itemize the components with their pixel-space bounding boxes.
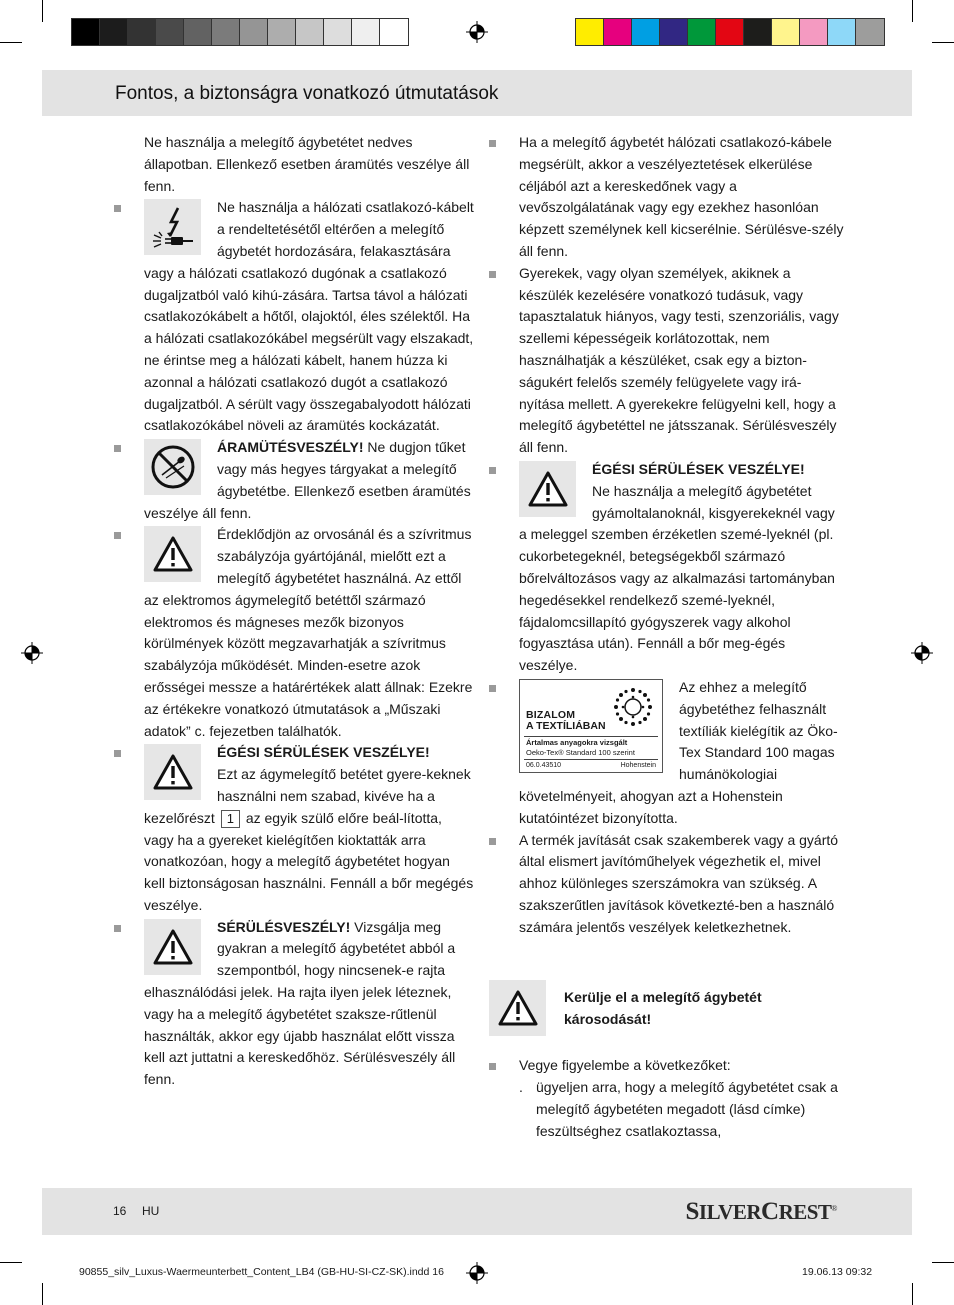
crop-mark — [0, 1262, 22, 1263]
bullet-icon — [489, 467, 496, 474]
list-item — [489, 677, 845, 830]
silvercrest-logo: SILVERCREST® — [685, 1198, 837, 1225]
crop-mark — [42, 0, 43, 22]
label-line: A TEXTÍLIÁBAN — [526, 719, 606, 732]
header-band — [42, 70, 912, 116]
item-title: ÉGÉSI SÉRÜLÉSEK VESZÉLYE! — [217, 744, 430, 761]
bullet-icon — [114, 532, 121, 539]
crop-mark — [0, 42, 22, 43]
label-line: BIZALOM — [526, 708, 576, 721]
calibration-swatch — [128, 19, 156, 45]
calibration-swatch — [744, 19, 772, 45]
calibration-swatch — [240, 19, 268, 45]
item-text: A termék javítását csak szakemberek vagy a gyártó által elismert javítóműhelyek végezhetik el, mivel ahhoz különleges szerszámokra van szükség. A szakszerűtlen javítások következté-ben a használó számára jelentős veszélyek keletkezhetnek. — [519, 831, 839, 935]
calibration-swatch — [856, 19, 884, 45]
crop-mark — [912, 0, 913, 22]
warning-triangle-icon — [489, 980, 546, 1036]
sub-item-text: ügyeljen arra, hogy a melegítő ágybetétet csak a melegítő ágybetéten megadott (lásd címke) feszültséghez csatlakoztassa, — [536, 1079, 838, 1139]
calibration-swatch — [352, 19, 380, 45]
intro-text: Ne használja a melegítő ágybetétet nedves állapotban. Ellenkező esetben áramütés veszélye áll fenn. — [144, 134, 470, 194]
bullet-icon — [489, 140, 496, 147]
list-item — [114, 132, 474, 197]
item-title: SÉRÜLÉSVESZÉLY! — [217, 918, 351, 935]
crop-mark — [932, 42, 954, 43]
registration-mark-icon — [466, 1262, 488, 1284]
no-needles-icon — [144, 439, 201, 495]
registration-mark-icon — [21, 642, 43, 664]
warning-triangle-icon — [144, 919, 201, 975]
item-title: ÁRAMÜTÉSVESZÉLY! — [217, 439, 364, 456]
item-text: Gyerekek, vagy olyan személyek, akiknek a készülék kezelésére vonatkozó tudásuk, vagy tapasztalatuk hiányos, vagy testi, szenzoriális, vagy szellemi képességeik korlátozottak, nem használhatják a készüléket, csak egy a bizton-ságukért felelős személy felügyelete vagy irá-nyítása mellett. A gyerekekre felügyelni kell, hogy a melegítő ágybetéttel ne játsszanak. Sérülésveszély áll fenn. — [519, 264, 839, 456]
item-text: Érdeklődjön az orvosánál és a szívritmus szabályzója gyártójánál, mielőtt ezt a melegítő ágybetétet használná. Az ettől az elektromos ágymelegítő betéttől származó elektromos és mágneses mezők bizonyos körülmények között megzavarhatják a szívritmus szabályzója működését. Minden-esetre azok erősségei messze a határértékek alatt állnak: Ezekre az értékekre vonatkozó útmutatások a „Műszaki adatok” c. fejezetben találhatók. — [144, 526, 473, 739]
list-item — [114, 437, 474, 524]
item-text: Vizsgálja meg gyakran a melegítő ágybetétet abból a szempontból, hogy nincsenek-e rajta elhasználódási jelek. Ha rajta ilyen jelek léteznek, vagy ha a melegítő ágybetétet szaksze-rűtlenül használták, akkor egy újabb használat előtt vissza kell azt juttatni a kereskedőhöz. Sérülésveszély áll fenn. — [144, 918, 456, 1088]
crop-mark — [42, 1283, 43, 1305]
label-line: Oeko-Tex® Standard 100 szerint — [526, 747, 635, 757]
oeko-tex-label — [519, 679, 663, 773]
calibration-swatch — [604, 19, 632, 45]
list-item — [489, 1055, 845, 1142]
sub-list-item — [519, 1077, 845, 1142]
calibration-swatch — [828, 19, 856, 45]
item-text: Az ehhez a melegítő ágybetéthez felhasznált textíliák kielégítik az Öko-Tex Standard 100 magas humánökologiai követelményeit, ahogyan azt a Hohenstein kutatóintézet bizonyította. — [519, 678, 838, 826]
label-institute: Hohenstein — [620, 761, 656, 769]
bullet-icon — [489, 1063, 496, 1070]
registration-mark-icon — [911, 642, 933, 664]
label-line: Ártalmas anyagokra vizsgált — [526, 737, 628, 747]
list-item — [489, 132, 845, 263]
sub-marker: . — [519, 1079, 523, 1096]
bullet-icon — [489, 271, 496, 278]
calibration-swatch — [660, 19, 688, 45]
bullet-icon — [114, 750, 121, 757]
date-slug: 19.06.13 09:32 — [802, 1266, 873, 1278]
calibration-swatch — [184, 19, 212, 45]
list-item — [114, 197, 474, 437]
page-language: HU — [142, 1204, 160, 1218]
calibration-swatch — [688, 19, 716, 45]
warning-triangle-icon — [144, 744, 201, 800]
bullet-icon — [489, 685, 496, 692]
item-text: Ezt az ágymelegítő betétet gyere-keknek használni nem szabad, kivéve ha a kezelőrészt — [144, 766, 471, 826]
calibration-swatch — [72, 19, 100, 45]
label-code: 06.0.43510 — [526, 761, 562, 769]
calibration-swatch — [268, 19, 296, 45]
item-text: Ne használja a melegítő ágybetétet gyámoltalanoknál, kisgyerekeknél vagy a meleggel szemben érzéketlen szemé-lyeknél (pl. cukorbetegeknél, betegségekből származó bőrelváltozásos vagy az alkalmazási tartományban hegedésekkel rendelkező szemé-lyeknél, fájdalomcsillapító gyógyszerek vagy alkohol fogyasztása után). Fennáll a bőr meg-égés veszélye. — [519, 482, 835, 674]
calibration-swatch — [716, 19, 744, 45]
calibration-swatch — [100, 19, 128, 45]
bullet-icon — [114, 445, 121, 452]
page-number: 16 — [113, 1204, 127, 1218]
warning-triangle-icon — [144, 526, 201, 582]
page-title: Fontos, a biztonságra vonatkozó útmutatások — [115, 83, 499, 104]
list-item — [114, 742, 474, 916]
warning-title: Kerülje el a melegítő ágybetét károsodását! — [564, 989, 762, 1028]
calibration-swatch — [800, 19, 828, 45]
list-item — [114, 524, 474, 742]
item-text: az egyik szülő előre beál-lította, vagy ha a gyereket kielégítően kioktatták arra vonatkozóan, hogy a melegítő ágybetétet hogyan kell biztonságosan használni. Fennáll a bőr megégés veszélye. — [144, 809, 474, 913]
control-unit-reference: 1 — [221, 810, 240, 828]
list-item — [114, 917, 474, 1091]
electric-shock-plug-icon — [144, 199, 201, 255]
registration-mark-icon — [466, 21, 488, 43]
item-text: Ne dugjon tűket vagy más hegyes tárgyakat a melegítő ágybetétbe. Ellenkező esetben áramütés veszélye áll fenn. — [144, 439, 471, 521]
bullet-icon — [114, 925, 121, 932]
bullet-icon — [114, 205, 121, 212]
calibration-swatch — [324, 19, 352, 45]
grayscale-calibration-strip — [71, 18, 409, 46]
warning-triangle-icon — [519, 461, 576, 517]
calibration-swatch — [576, 19, 604, 45]
item-text: Ha a melegítő ágybetét hálózati csatlakozó-kábele megsérült, akkor a veszélyeztetések elkerülése céljából azt a kereskedőnek vagy a vevőszolgálatának vagy egy ezekhez hasonlóan képzett személynek kell kicserélnie. Sérülésve-szély áll fenn. — [519, 134, 844, 259]
item-text: Ne használja a hálózati csatlakozó-kábelt a rendeltetésétől eltérően a melegítő ágybetét hordozására, felakasztására vagy a hálózati csatlakozó dugónak a csatlakozó dugaljzatból való kihú-zására. Tartsa távol a hálózati csatlakozókábelt a hőtől, olajoktól, éles szélektől. Ha a hálózati csatlakozókábel megsérült vagy elszakadt, ne érintse meg a hálózati kábelt, hanem húzza ki azonnal a hálózati csatlakozó dugót a csatlakozó dugaljzatból. A sérült vagy összegabalyodott hálózati csatlakozókábel növeli az áramütés kockázatát. — [144, 199, 474, 434]
item-title: ÉGÉSI SÉRÜLÉSEK VESZÉLYE! — [592, 460, 805, 477]
list-item — [489, 830, 845, 939]
damage-warning-block — [489, 980, 845, 1038]
calibration-swatch — [296, 19, 324, 45]
footer-band — [42, 1188, 912, 1235]
calibration-swatch — [212, 19, 240, 45]
calibration-swatch — [156, 19, 184, 45]
calibration-swatch — [632, 19, 660, 45]
oeko-tex-sun-icon — [612, 686, 654, 728]
calibration-swatch — [380, 19, 408, 45]
crop-mark — [912, 1283, 913, 1305]
color-calibration-strip — [575, 18, 885, 46]
crop-mark — [932, 1262, 954, 1263]
list-item — [489, 263, 845, 459]
calibration-swatch — [772, 19, 800, 45]
item-text: Vegye figyelembe a következőket: — [519, 1057, 731, 1074]
right-column — [489, 132, 845, 1143]
left-column — [114, 132, 474, 1091]
file-slug: 90855_silv_Luxus-Waermeunterbett_Content_LB4 (GB-HU-SI-CZ-SK).indd 16 — [79, 1266, 444, 1278]
bullet-icon — [489, 838, 496, 845]
list-item — [489, 459, 845, 677]
